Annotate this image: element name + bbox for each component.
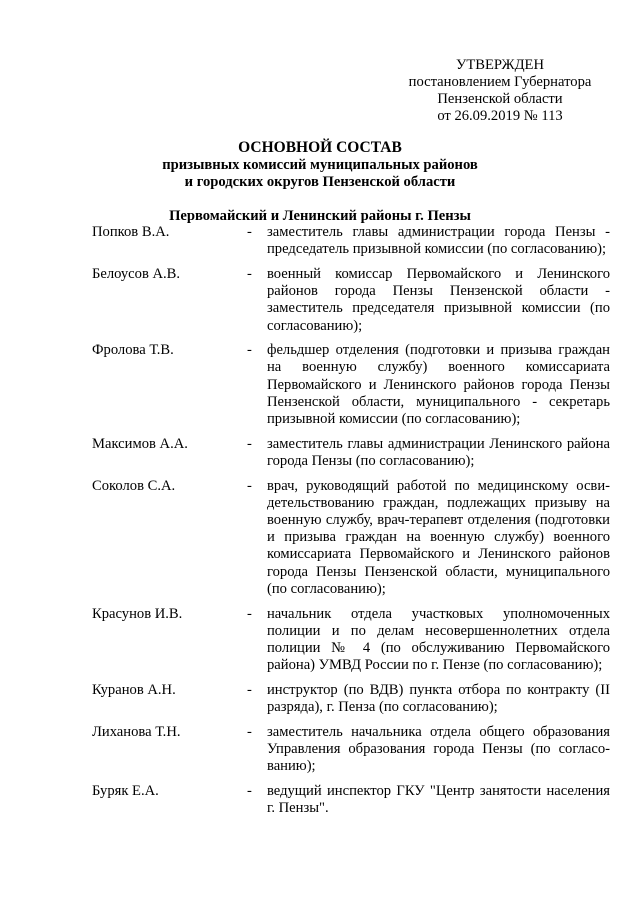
member-name: Фролова Т.В. [92, 342, 174, 359]
member-row [92, 266, 610, 335]
title-subtitle-line1: призывных комиссий муниципальных районов [162, 157, 478, 173]
member-row [92, 606, 610, 675]
member-dash: - [247, 477, 252, 494]
member-row [92, 224, 610, 258]
member-name: Белоусов А.В. [92, 265, 181, 282]
member-dash: - [247, 605, 252, 622]
member-name: Буряк Е.А. [92, 782, 159, 799]
member-dash: - [247, 723, 252, 740]
member-row [92, 682, 610, 716]
member-dash: - [247, 681, 252, 698]
section-title: Первомайский и Ленинский районы г. Пензы [169, 208, 471, 224]
approval-heading: УТВЕРЖДЕН [456, 57, 544, 73]
member-role: заместитель главы администрации Ленинского района города Пензы (по согласованию); [267, 435, 610, 469]
member-role: военный комиссар Первомайского и Ленинского районов города Пензы Пензенской области - заместитель председателя призывной комиссии (по согласованию); [267, 265, 610, 334]
member-name: Куранов А.Н. [92, 681, 176, 698]
member-row [92, 478, 610, 598]
member-row [92, 724, 610, 776]
member-name: Соколов С.А. [92, 477, 176, 494]
member-dash: - [247, 265, 252, 282]
member-name: Лиханова Т.Н. [92, 723, 181, 740]
member-role: заместитель начальника отдела общего образования Управления образования города Пензы (по согласованию); [267, 723, 610, 775]
member-role: ведущий инспектор ГКУ "Центр занятости населения г. Пензы". [267, 782, 610, 817]
member-name: Красунов И.В. [92, 605, 183, 622]
member-role: инструктор (по ВДВ) пункта отбора по контракту (II разряда), г. Пенза (по согласованию); [267, 681, 610, 716]
approval-region: Пензенской области [437, 91, 563, 107]
member-role: фельдшер отделения (подготовки и призыва граждан на военную службу) военного комиссариата Первомайского и Ленинского районов города Пензы Пензенской области, муниципального - секретарь призывной комиссии (по согласованию); [267, 342, 610, 428]
member-dash: - [247, 782, 252, 799]
approval-stamp [380, 57, 620, 125]
member-row [92, 436, 610, 470]
member-role: начальник отдела участковых уполномоченных полиции и по делам несовершеннолетних отдела полиции № 4 (по обслуживанию Первомайского района) УМВД России по г. Пензе (по согласованию); [267, 605, 610, 674]
member-row [92, 783, 610, 817]
title-subtitle-line2: и городских округов Пензенской области [184, 174, 456, 190]
approval-date-number: от 26.09.2019 № 113 [437, 108, 563, 124]
member-name: Максимов А.А. [92, 435, 188, 452]
member-dash: - [247, 224, 252, 240]
document-title [0, 139, 640, 191]
member-dash: - [247, 342, 252, 359]
member-role: заместитель главы администрации города Пензы - председатель призывной комиссии (по согласованию); [267, 224, 610, 258]
member-row [92, 342, 610, 428]
members-list [92, 224, 610, 825]
member-role: врач, руководящий работой по медицинскому освидетельствованию граждан, подлежащих призыву на военную службу, врач-терапевт отделения (подготовки и призыва граждан на военную службу) военного комиссариата Первомайского и Ленинского районов города Пензы Пензенской области, муниципального (по согласованию); [267, 477, 610, 597]
title-main: ОСНОВНОЙ СОСТАВ [238, 139, 402, 156]
member-dash: - [247, 435, 252, 452]
member-name: Попков В.А. [92, 224, 170, 240]
approval-decree: постановлением Губернатора [408, 74, 592, 90]
